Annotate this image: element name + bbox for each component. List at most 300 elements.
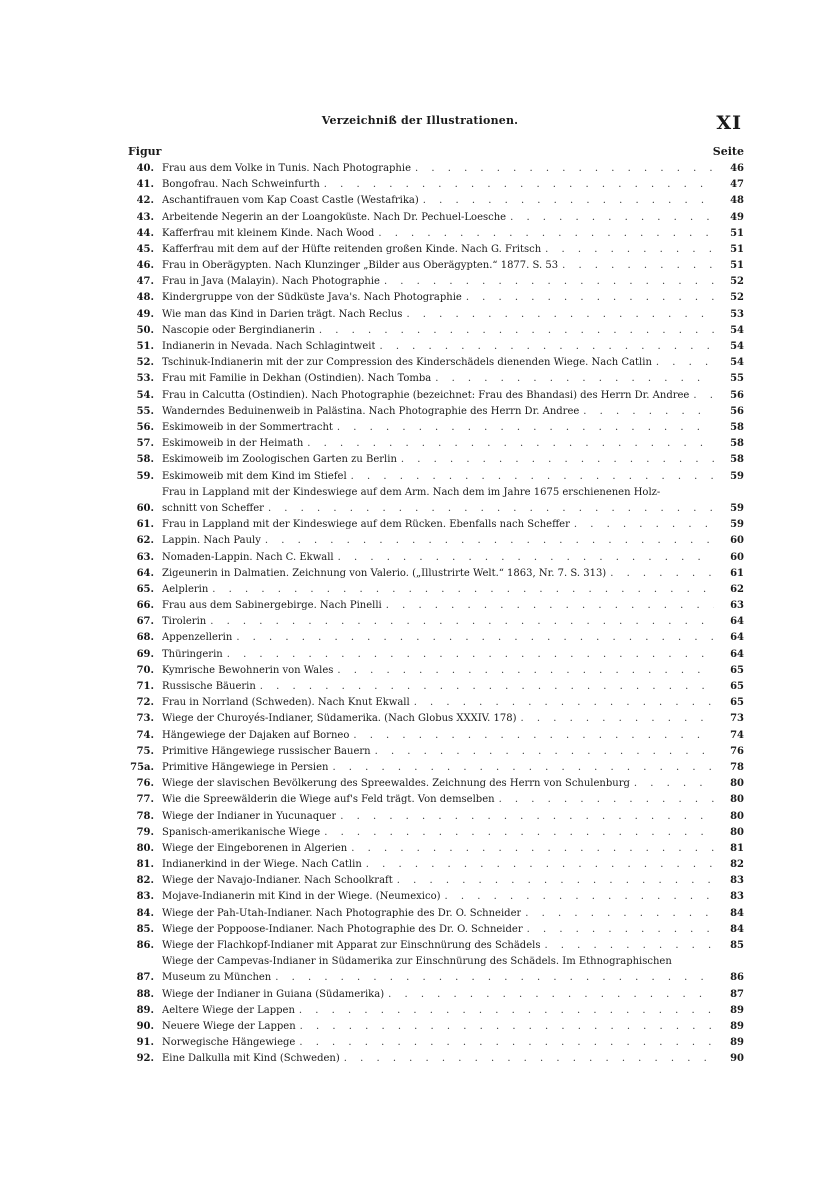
caption-line — [162, 938, 718, 954]
figure-number: 58. — [136, 454, 154, 466]
figure-caption: Wiege der Pah-Utah-Indianer. Nach Photographie des Dr. O. Schneider — [162, 907, 522, 919]
page-ref: 59 — [730, 519, 744, 531]
caption-line — [162, 226, 718, 242]
page-title: Verzeichniß der Illustrationen. — [321, 114, 519, 127]
list-item — [128, 987, 744, 1003]
dot-leader — [423, 193, 714, 209]
page-ref: 63 — [730, 600, 744, 612]
figure-number: 46. — [136, 260, 154, 272]
figure-caption: Norwegische Hängewiege — [162, 1037, 296, 1049]
page-ref: 85 — [730, 940, 744, 951]
figure-number: 85. — [136, 923, 154, 935]
figure-number: 72. — [136, 697, 154, 709]
dot-leader — [499, 792, 714, 808]
figure-caption: Aeltere Wiege der Lappen — [162, 1004, 295, 1016]
dot-leader — [324, 177, 714, 193]
caption-block — [162, 420, 718, 436]
dot-leader — [386, 598, 714, 614]
dot-leader — [466, 290, 714, 306]
figure-caption: Eskimoweib in der Sommertracht — [162, 421, 333, 433]
dot-leader — [210, 614, 714, 630]
page-ref: 84 — [730, 923, 744, 935]
caption-line — [162, 857, 718, 873]
list-item — [128, 760, 744, 776]
caption-block — [162, 614, 718, 630]
figure-caption: Eskimoweib mit dem Kind im Stiefel — [162, 470, 347, 482]
figure-number: 65. — [136, 583, 154, 595]
caption-line — [162, 809, 718, 825]
caption-block — [162, 290, 718, 306]
list-item — [128, 177, 744, 193]
caption-line — [162, 614, 718, 630]
figure-number: 50. — [136, 324, 154, 336]
dot-leader — [414, 695, 714, 711]
caption-block — [162, 566, 718, 582]
caption-line — [162, 420, 718, 436]
dot-leader — [344, 1051, 714, 1067]
caption-block — [162, 388, 718, 404]
figure-caption: Kymrische Bewohnerin von Wales — [162, 664, 334, 676]
caption-line — [162, 792, 718, 808]
column-heading-figure: Figur — [128, 145, 162, 158]
caption-block — [162, 728, 718, 744]
list-item — [128, 193, 744, 209]
caption-line — [162, 436, 718, 452]
caption-line — [162, 582, 718, 598]
dot-leader — [299, 1003, 714, 1019]
caption-block — [162, 582, 718, 598]
figure-number: 42. — [136, 195, 154, 207]
caption-block — [162, 679, 718, 695]
dot-leader — [260, 679, 714, 695]
figure-number: 76. — [136, 778, 154, 790]
page-ref: 58 — [730, 454, 744, 466]
page-ref: 51 — [730, 227, 744, 239]
figure-caption: Frau in Java (Malayin). Nach Photographie — [162, 276, 380, 288]
figure-caption: Zigeunerin in Dalmatien. Zeichnung von Valerio. („Illustrirte Welt.“ 1863, Nr. 7. S. 313) — [162, 567, 607, 579]
list-item — [128, 452, 744, 468]
caption-line — [162, 355, 718, 371]
figure-caption: Eskimoweib im Zoologischen Garten zu Berlin — [162, 454, 397, 466]
caption-line — [162, 323, 718, 339]
caption-block — [162, 663, 718, 679]
caption-block — [162, 274, 718, 290]
dot-leader — [351, 469, 714, 485]
caption-line — [162, 1035, 718, 1051]
caption-line — [162, 663, 718, 679]
list-item — [128, 630, 744, 646]
caption-line — [162, 161, 718, 177]
caption-block — [162, 226, 718, 242]
caption-line — [162, 1003, 718, 1019]
page-ref: 76 — [730, 745, 744, 757]
figure-number: 75a. — [130, 761, 154, 773]
caption-line — [162, 533, 718, 549]
figure-caption: Frau in Calcutta (Ostindien). Nach Photographie (bezeichnet: Frau des Bhandasi) des Herrn Dr. Andree — [162, 389, 690, 401]
page-ref: 82 — [730, 859, 744, 871]
caption-line — [162, 258, 718, 274]
caption-block — [162, 161, 718, 177]
page-ref: 54 — [730, 357, 744, 369]
list-item — [128, 582, 744, 598]
caption-block — [162, 922, 718, 938]
figure-caption-continued: schnitt von Scheffer — [162, 502, 264, 514]
list-item — [128, 1019, 744, 1035]
caption-block — [162, 825, 718, 841]
caption-block — [162, 1035, 718, 1051]
figure-caption: Kafferfrau mit kleinem Kinde. Nach Wood — [162, 227, 375, 239]
dot-leader — [634, 776, 714, 792]
figure-caption: Frau in Lappland mit der Kindeswiege auf dem Rücken. Ebenfalls nach Scheffer — [162, 519, 570, 531]
list-item — [128, 647, 744, 663]
page-ref: 90 — [730, 1053, 744, 1065]
page-ref: 56 — [730, 405, 744, 417]
dot-leader — [525, 906, 714, 922]
figure-number: 49. — [136, 308, 154, 320]
figure-caption: Nascopie oder Bergindianerin — [162, 324, 315, 336]
caption-block — [162, 938, 718, 954]
caption-continuation — [162, 970, 718, 986]
figure-number: 88. — [136, 988, 154, 1000]
figure-number: 62. — [136, 535, 154, 547]
caption-block — [162, 485, 718, 517]
dot-leader — [275, 970, 714, 986]
figure-caption: Wiege der slavischen Bevölkerung des Spreewaldes. Zeichnung des Herrn von Schulenburg — [162, 778, 630, 790]
caption-line — [162, 388, 718, 404]
figure-number: 66. — [136, 600, 154, 612]
figure-number: 74. — [136, 729, 154, 741]
list-item — [128, 1035, 744, 1051]
caption-block — [162, 550, 718, 566]
caption-line — [162, 404, 718, 420]
list-item — [128, 825, 744, 841]
caption-block — [162, 987, 718, 1003]
page-ref: 58 — [730, 421, 744, 433]
page-ref: 58 — [730, 438, 744, 450]
list-item — [128, 954, 744, 986]
dot-leader — [366, 857, 714, 873]
list-item — [128, 258, 744, 274]
figure-caption: Neuere Wiege der Lappen — [162, 1020, 296, 1032]
figure-number: 47. — [136, 276, 154, 288]
figure-number: 61. — [136, 519, 154, 531]
caption-block — [162, 469, 718, 485]
dot-leader — [384, 274, 714, 290]
caption-line — [162, 469, 718, 485]
dot-leader — [300, 1019, 714, 1035]
caption-block — [162, 452, 718, 468]
page-ref: 83 — [730, 875, 744, 887]
dot-leader — [299, 1035, 714, 1051]
caption-line — [162, 889, 718, 905]
page-ref: 52 — [730, 276, 744, 288]
figure-caption: Arbeitende Negerin an der Loangoküste. Nach Dr. Pechuel-Loesche — [162, 211, 507, 223]
figure-caption: Tirolerin — [162, 616, 207, 628]
list-item — [128, 161, 744, 177]
figure-caption: Wanderndes Beduinenweib in Palästina. Nach Photographie des Herrn Dr. Andree — [162, 405, 580, 417]
caption-block — [162, 517, 718, 533]
caption-block — [162, 906, 718, 922]
list-item — [128, 679, 744, 695]
page-ref: 64 — [730, 632, 744, 644]
list-item — [128, 889, 744, 905]
list-item — [128, 906, 744, 922]
caption-continuation — [162, 501, 718, 517]
caption-line — [162, 760, 718, 776]
figure-caption: Wiege der Indianer in Yucunaquer — [162, 810, 337, 822]
figure-caption: Wiege der Indianer in Guiana (Südamerika) — [162, 988, 385, 1000]
figure-caption: Wie die Spreewälderin die Wiege auf's Feld trägt. Von demselben — [162, 794, 495, 806]
page-ref: 51 — [730, 243, 744, 255]
caption-line — [162, 290, 718, 306]
page-ref: 87 — [730, 988, 744, 1000]
list-item — [128, 598, 744, 614]
caption-block — [162, 647, 718, 663]
dot-leader — [415, 161, 714, 177]
page-ref: 61 — [730, 567, 744, 579]
caption-line — [162, 922, 718, 938]
figure-number: 79. — [136, 826, 154, 838]
list-item — [128, 841, 744, 857]
figure-caption: Frau aus dem Volke in Tunis. Nach Photographie — [162, 162, 411, 174]
figure-caption: Russische Bäuerin — [162, 681, 256, 692]
caption-block — [162, 436, 718, 452]
page-ref: 59 — [730, 470, 744, 482]
caption-block — [162, 177, 718, 193]
list-item — [128, 663, 744, 679]
page-ref: 73 — [730, 713, 744, 725]
list-item — [128, 922, 744, 938]
page-ref: 65 — [730, 697, 744, 709]
column-heading-page: Seite — [712, 145, 744, 158]
figure-number: 91. — [136, 1037, 154, 1049]
list-item — [128, 485, 744, 517]
figure-number: 45. — [136, 243, 154, 255]
page-ref: 46 — [730, 162, 744, 174]
figure-caption: Indianerkind in der Wiege. Nach Catlin — [162, 859, 362, 871]
list-item — [128, 776, 744, 792]
caption-line — [162, 825, 718, 841]
caption-block — [162, 371, 718, 387]
list-item — [128, 226, 744, 242]
dot-leader — [527, 922, 714, 938]
figure-number: 77. — [136, 794, 154, 806]
figure-number: 64. — [136, 567, 154, 579]
caption-line — [162, 873, 718, 889]
figure-caption: Nomaden-Lappin. Nach C. Ekwall — [162, 551, 334, 563]
dot-leader — [401, 452, 714, 468]
dot-leader — [544, 938, 714, 954]
figure-number: 75. — [136, 745, 154, 757]
dot-leader — [268, 501, 714, 517]
caption-line — [162, 550, 718, 566]
page-ref: 83 — [730, 891, 744, 903]
dot-leader — [510, 210, 714, 226]
figure-number: 92. — [136, 1053, 154, 1065]
dot-leader — [212, 582, 714, 598]
figure-number: 90. — [136, 1020, 154, 1032]
caption-block — [162, 954, 718, 986]
list-item — [128, 614, 744, 630]
page-ref: 80 — [730, 810, 744, 822]
page-ref: 89 — [730, 1020, 744, 1032]
figure-number: 87. — [136, 972, 154, 984]
caption-line — [162, 1051, 718, 1067]
figure-number: 86. — [136, 940, 154, 951]
caption-line — [162, 841, 718, 857]
figure-caption: Lappin. Nach Pauly — [162, 535, 261, 547]
figure-caption: Wiege der Flachkopf-Indianer mit Apparat zur Einschnürung des Schädels — [162, 940, 541, 951]
page-ref: 78 — [730, 761, 744, 773]
dot-leader — [397, 873, 714, 889]
figure-number: 60. — [136, 502, 154, 514]
dot-leader — [340, 809, 714, 825]
caption-line — [162, 242, 718, 258]
page-ref: 53 — [730, 308, 744, 320]
caption-block — [162, 873, 718, 889]
figure-caption: Frau mit Familie in Dekhan (Ostindien). Nach Tomba — [162, 373, 432, 385]
illustration-list — [128, 161, 744, 1068]
list-item — [128, 371, 744, 387]
figure-number: 81. — [136, 859, 154, 871]
figure-number: 48. — [136, 292, 154, 304]
page-ref: 56 — [730, 389, 744, 401]
caption-line — [162, 630, 718, 646]
list-item — [128, 339, 744, 355]
figure-caption: Kafferfrau mit dem auf der Hüfte reitenden großen Kinde. Nach G. Fritsch — [162, 243, 542, 255]
list-item — [128, 210, 744, 226]
figure-caption: Appenzellerin — [162, 632, 233, 644]
caption-line — [162, 193, 718, 209]
page-ref: 89 — [730, 1037, 744, 1049]
figure-number: 53. — [136, 373, 154, 385]
dot-leader — [435, 371, 714, 387]
list-item — [128, 436, 744, 452]
caption-line — [162, 210, 718, 226]
list-item — [128, 323, 744, 339]
figure-caption: Frau aus dem Sabinergebirge. Nach Pinelli — [162, 600, 382, 612]
page-ref: 65 — [730, 664, 744, 676]
caption-block — [162, 1003, 718, 1019]
figure-number: 73. — [136, 713, 154, 725]
list-item — [128, 291, 744, 307]
list-item — [128, 873, 744, 889]
figure-number: 84. — [136, 907, 154, 919]
dot-leader — [521, 711, 715, 727]
caption-block — [162, 695, 718, 711]
page-ref: 80 — [730, 794, 744, 806]
list-item — [128, 242, 744, 258]
caption-block — [162, 841, 718, 857]
list-item — [128, 1051, 744, 1067]
caption-block — [162, 630, 718, 646]
caption-line — [162, 371, 718, 387]
caption-line — [162, 307, 718, 323]
caption-block — [162, 711, 718, 727]
page-ref: 86 — [730, 972, 744, 984]
list-item — [128, 307, 744, 323]
dot-leader — [337, 663, 714, 679]
list-item — [128, 728, 744, 744]
list-item — [128, 388, 744, 404]
list-item — [128, 566, 744, 582]
dot-leader — [236, 630, 714, 646]
figure-caption: Kindergruppe von der Südküste Java's. Nach Photographie — [162, 292, 462, 304]
page-ref: 60 — [730, 535, 744, 547]
figure-caption: Frau in Norrland (Schweden). Nach Knut Ekwall — [162, 697, 410, 709]
list-item — [128, 809, 744, 825]
dot-leader — [265, 533, 714, 549]
caption-line — [162, 1019, 718, 1035]
caption-line — [162, 566, 718, 582]
page-ref: 74 — [730, 729, 744, 741]
figure-caption: Eine Dalkulla mit Kind (Schweden) — [162, 1053, 340, 1065]
list-item — [128, 420, 744, 436]
list-item — [128, 695, 744, 711]
figure-caption: Wie man das Kind in Darien trägt. Nach Reclus — [162, 308, 403, 320]
page-ref: 55 — [730, 373, 744, 385]
figure-caption: Wiege der Churoyés-Indianer, Südamerika. (Nach Globus XXXIV. 178) — [162, 713, 517, 725]
dot-leader — [656, 355, 714, 371]
figure-caption: Bongofrau. Nach Schweinfurth — [162, 179, 320, 191]
caption-block — [162, 776, 718, 792]
figure-number: 44. — [136, 227, 154, 239]
caption-line — [162, 647, 718, 663]
figure-caption: Aschantifrauen vom Kap Coast Castle (Westafrika) — [162, 195, 419, 207]
dot-leader — [545, 242, 714, 258]
page-ref: 62 — [730, 583, 744, 595]
figure-number: 55. — [136, 405, 154, 417]
figure-number: 69. — [136, 648, 154, 660]
caption-block — [162, 193, 718, 209]
caption-block — [162, 533, 718, 549]
dot-leader — [375, 744, 714, 760]
list-item — [128, 938, 744, 954]
dot-leader — [307, 436, 714, 452]
dot-leader — [693, 388, 714, 404]
dot-leader — [583, 404, 714, 420]
figure-caption: Hängewiege der Dajaken auf Borneo — [162, 729, 350, 741]
page-ref: 80 — [730, 778, 744, 790]
dot-leader — [562, 258, 714, 274]
list-item — [128, 792, 744, 808]
list-item — [128, 744, 744, 760]
list-item — [128, 517, 744, 533]
caption-block — [162, 598, 718, 614]
caption-block — [162, 1019, 718, 1035]
figure-caption: Eskimoweib in der Heimath — [162, 438, 304, 450]
figure-caption: Thüringerin — [162, 648, 223, 660]
page-number: XI — [716, 112, 742, 134]
figure-caption: Wiege der Campevas-Indianer in Südamerika zur Einschnürung des Schädels. Im Ethnographischen — [162, 956, 672, 968]
caption-block — [162, 792, 718, 808]
figure-caption: Aelplerin — [162, 583, 209, 595]
list-item — [128, 1003, 744, 1019]
list-item — [128, 469, 744, 485]
figure-caption: Primitive Hängewiege in Persien — [162, 761, 329, 773]
caption-line — [162, 987, 718, 1003]
caption-line — [162, 711, 718, 727]
page-ref: 64 — [730, 648, 744, 660]
figure-number: 63. — [136, 551, 154, 563]
figure-caption: Wiege der Poppoose-Indianer. Nach Photographie des Dr. O. Schneider — [162, 923, 523, 935]
caption-block — [162, 210, 718, 226]
figure-caption: Wiege der Eingeborenen in Algerien — [162, 842, 348, 854]
dot-leader — [574, 517, 714, 533]
dot-leader — [337, 420, 714, 436]
caption-block — [162, 889, 718, 905]
page-ref: 59 — [730, 502, 744, 514]
